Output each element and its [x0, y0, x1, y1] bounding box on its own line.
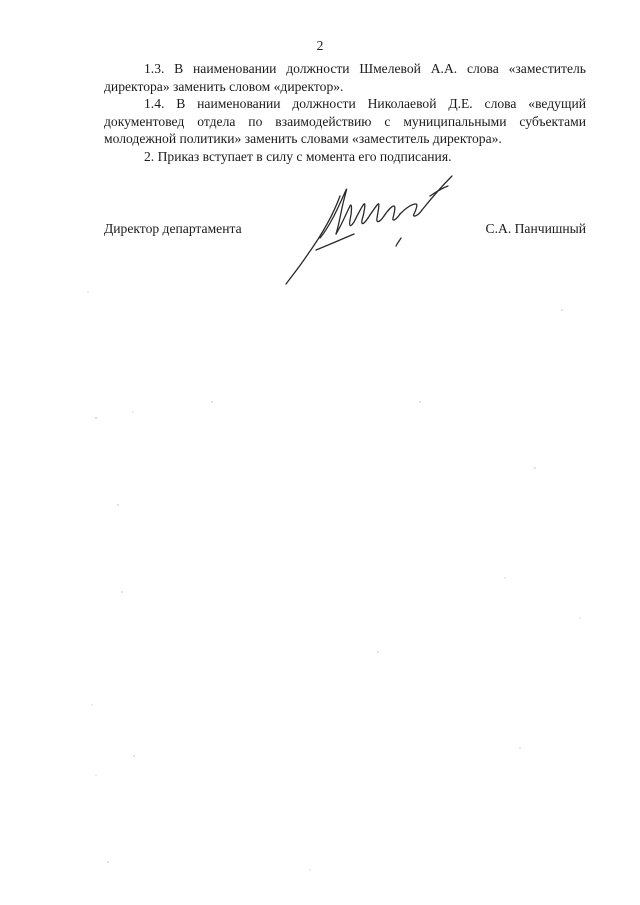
- paragraph-1-3: 1.3. В наименовании должности Шмелевой А.А. слова «заместитель директора» заменить словом «директор».: [104, 61, 586, 94]
- signatory-title: Директор департамента: [104, 221, 242, 236]
- paragraph-1-4: 1.4. В наименовании должности Николаевой Д.Е. слова «ведущий документовед отдела по взаимодействию с муниципальными субъектами молодежной политики» заменить словами «заместитель директора».: [104, 96, 586, 147]
- paragraph-2: 2. Приказ вступает в силу с момента его подписания.: [144, 148, 452, 164]
- page-number: 2: [316, 38, 324, 53]
- signatory-name: С.А. Панчишный: [485, 221, 586, 236]
